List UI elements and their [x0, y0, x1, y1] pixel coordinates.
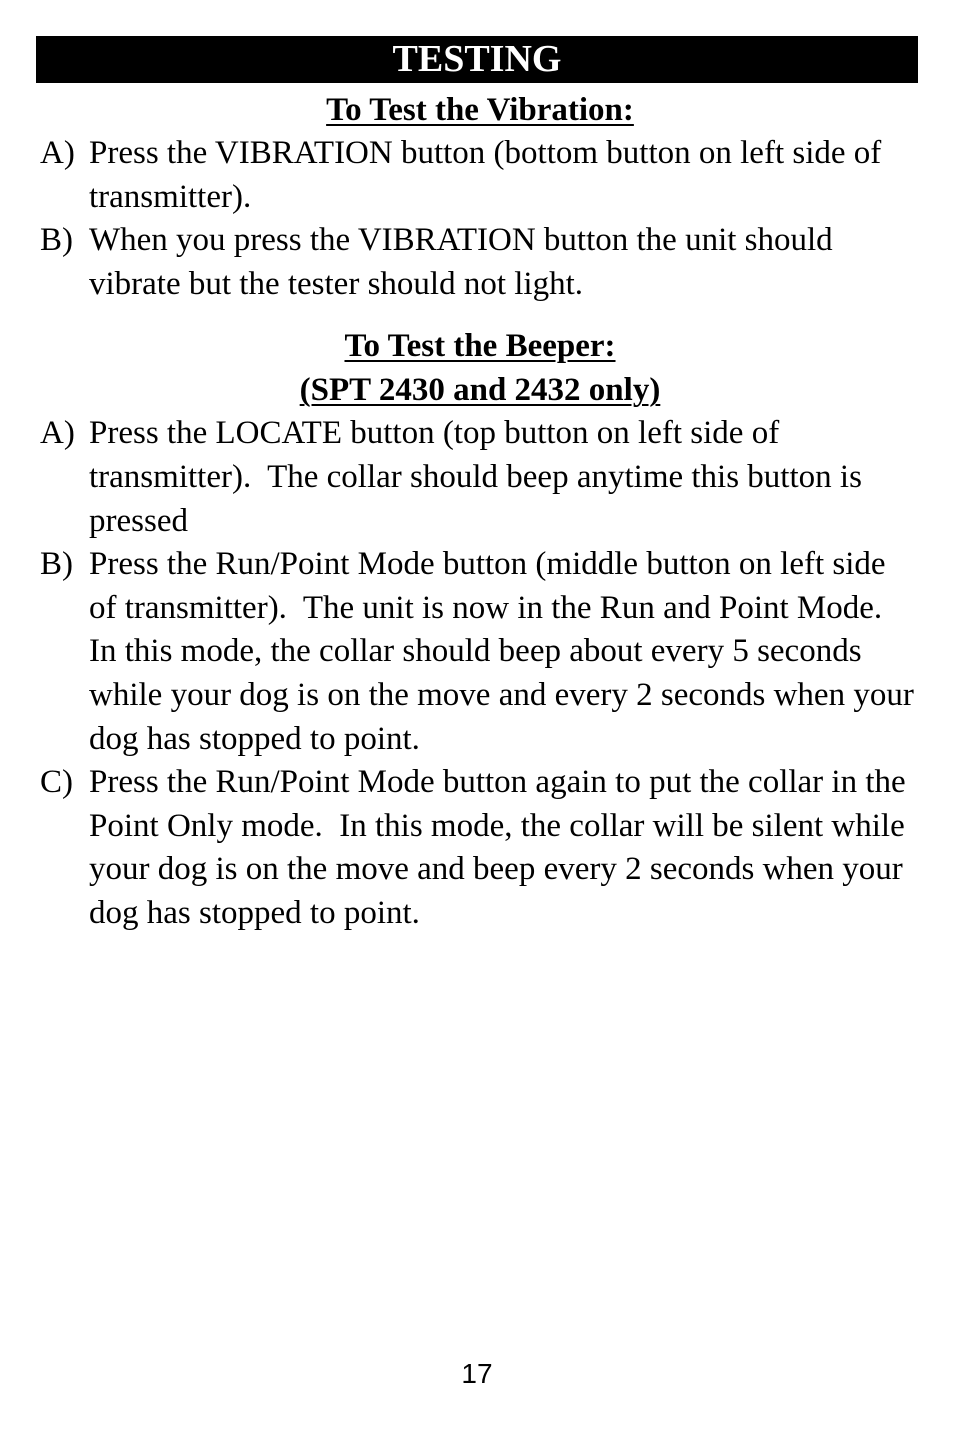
vibration-test-section	[40, 88, 920, 306]
heading-line: To Test the Vibration:	[326, 92, 634, 128]
item-letter: B)	[40, 546, 73, 583]
instruction-list	[40, 412, 923, 935]
manual-content	[40, 88, 923, 936]
list-item	[40, 761, 920, 935]
section-heading	[40, 324, 920, 412]
page-title: TESTING	[36, 36, 918, 83]
item-text: Press the LOCATE button (top button on left side of transmitter). The collar should beep anytime this button is pressed	[89, 415, 871, 539]
heading-line: To Test the Beeper:	[344, 328, 616, 365]
page-number: 17	[461, 1358, 493, 1389]
item-letter: A)	[40, 415, 75, 452]
beeper-test-section	[40, 324, 923, 935]
item-text: Press the VIBRATION button (bottom button on left side of transmitter).	[89, 135, 890, 215]
item-letter: A)	[40, 135, 75, 171]
section-heading	[40, 88, 920, 132]
item-letter: C)	[40, 764, 73, 801]
list-item	[40, 219, 920, 306]
item-text: Press the Run/Point Mode button again to put the collar in the Point Only mode. In this mode, the collar will be silent while your dog is on the move and beep every 2 seconds when your dog has stopped to point.	[89, 764, 914, 931]
item-text: Press the Run/Point Mode button (middle button on left side of transmitter). The unit is now in the Run and Point Mode. In this mode, the collar should beep about every 5 seconds while your dog is on the move and every 2 seconds when your dog has stopped to point.	[89, 546, 923, 757]
item-letter: B)	[40, 222, 73, 259]
list-item	[40, 543, 923, 761]
list-item	[40, 412, 920, 543]
heading-line: (SPT 2430 and 2432 only)	[299, 372, 661, 409]
instruction-list	[40, 132, 920, 306]
item-text: When you press the VIBRATION button the unit should vibrate but the tester should not light.	[89, 222, 841, 302]
list-item	[40, 132, 920, 219]
